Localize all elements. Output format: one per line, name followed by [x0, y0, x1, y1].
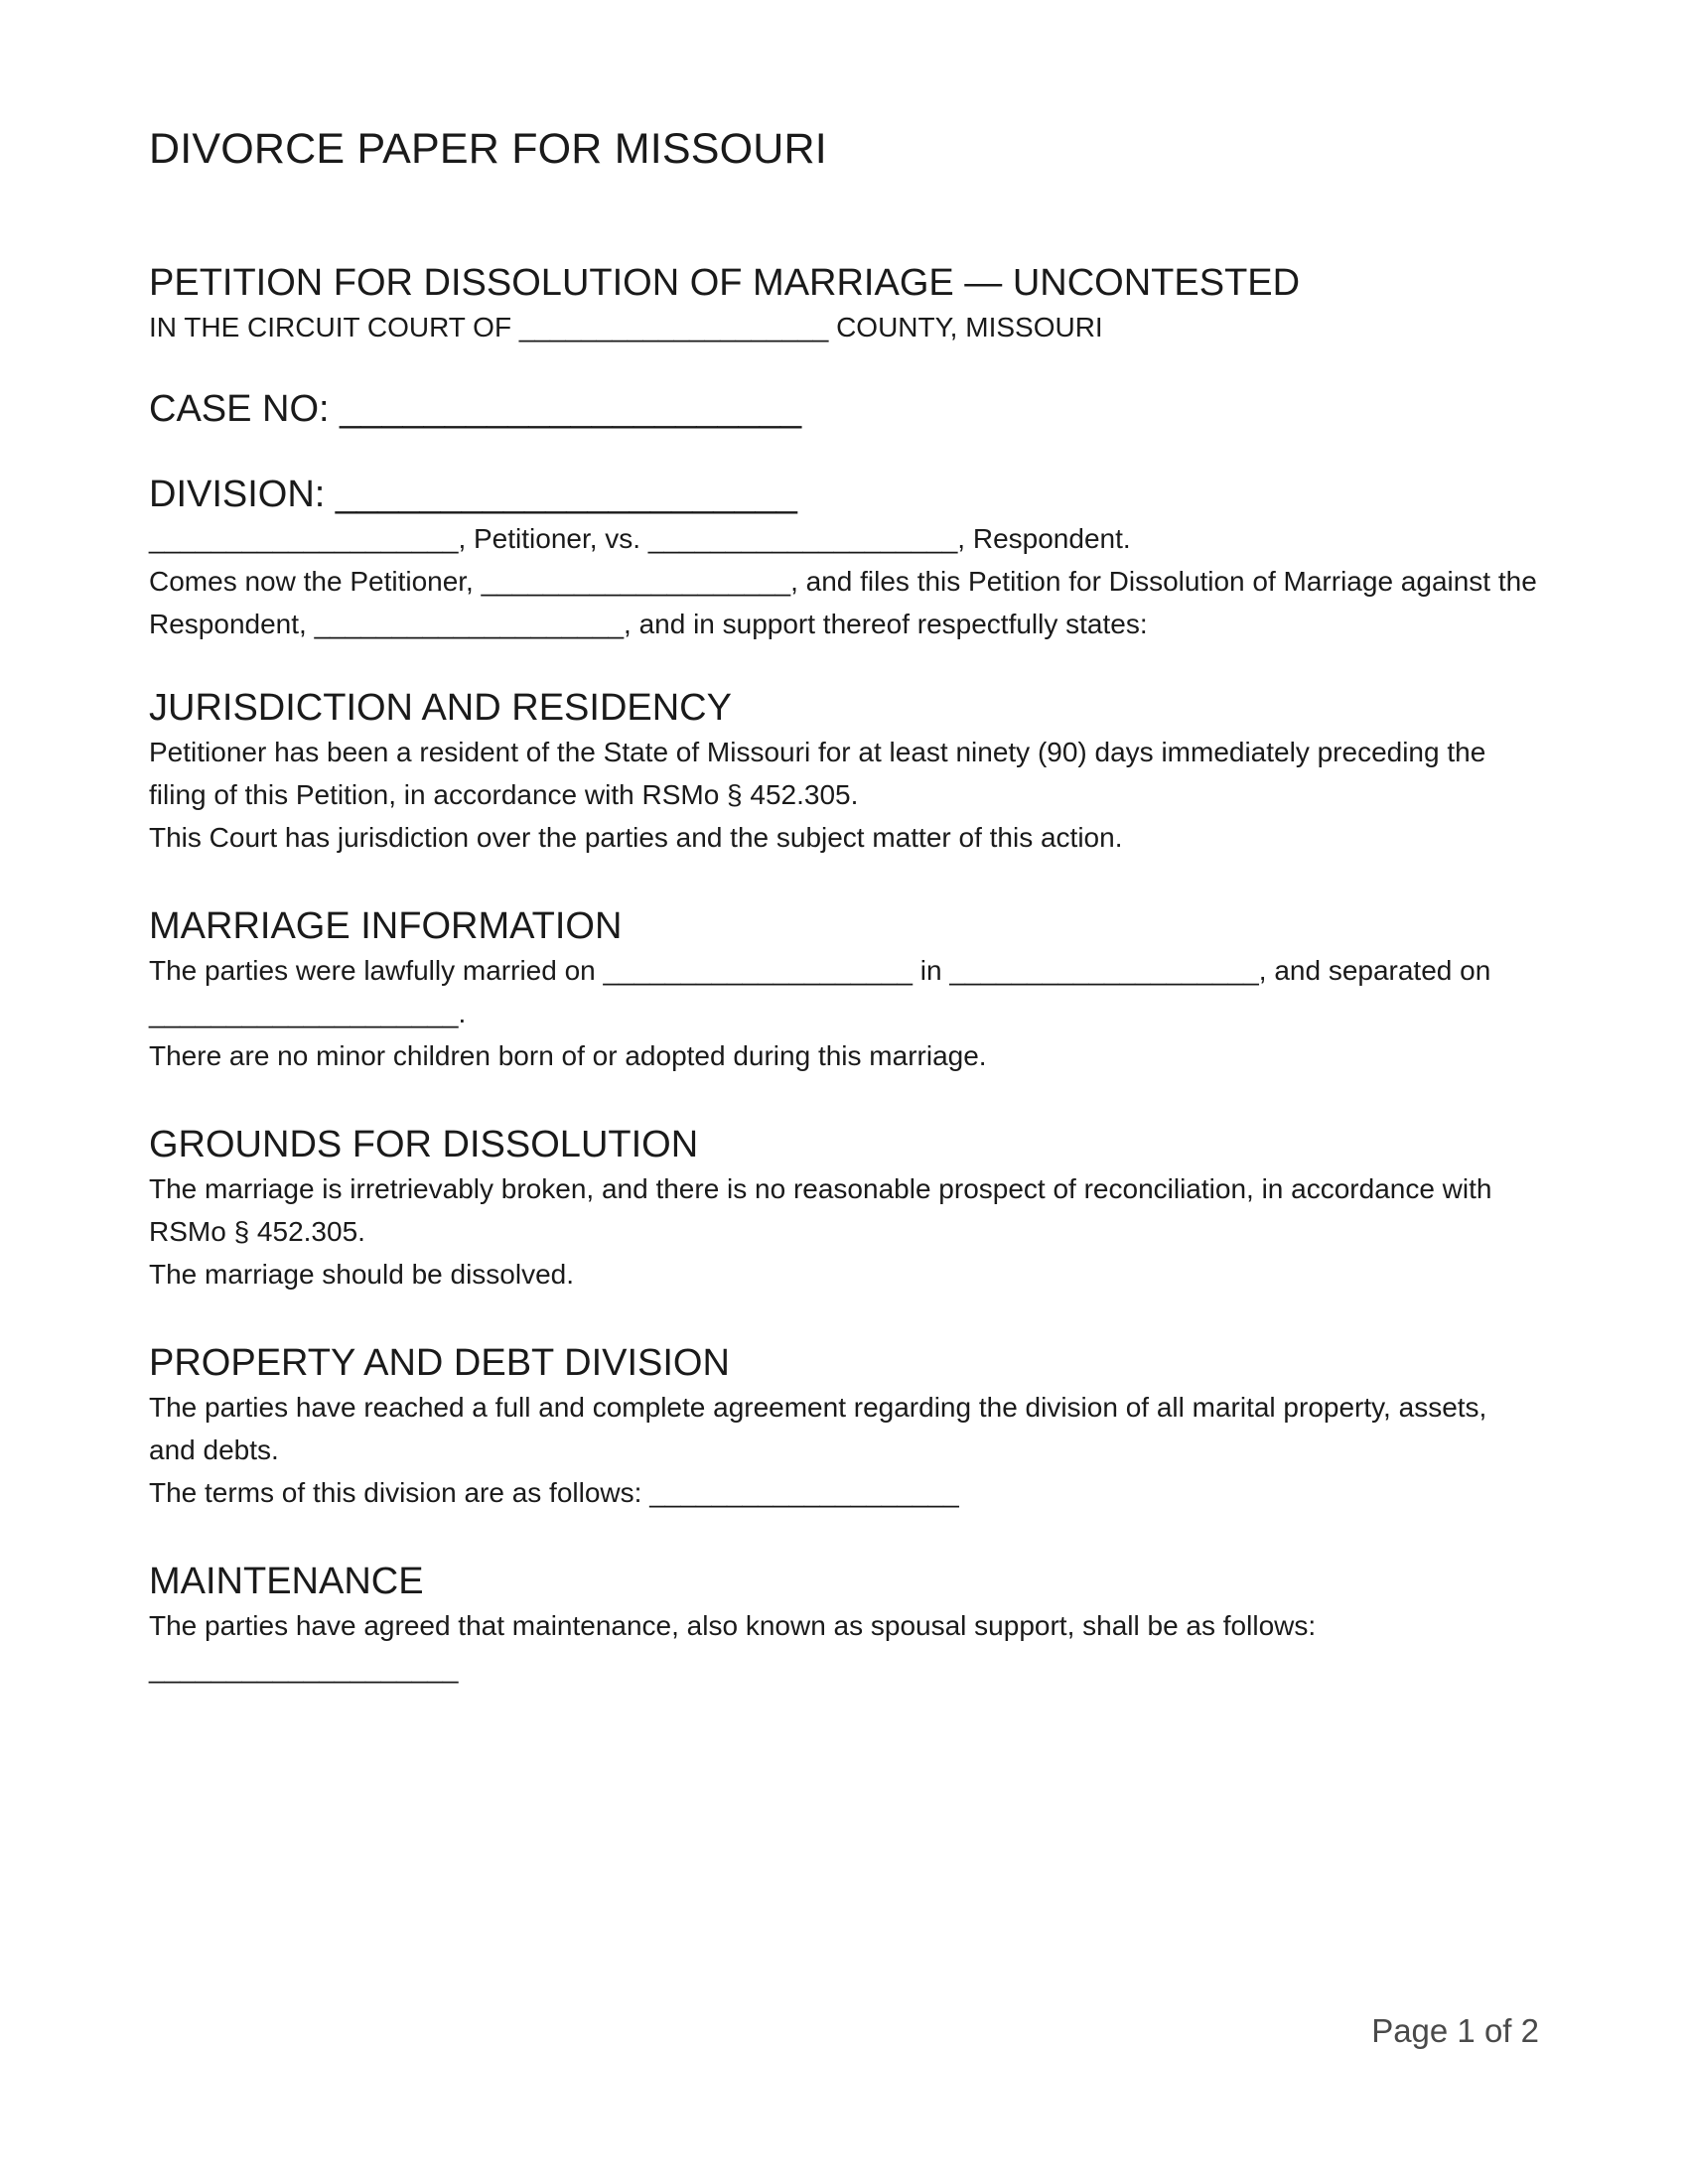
- grounds-paragraph-2: The marriage should be dissolved.: [149, 1259, 575, 1290]
- jurisdiction-paragraph-2: This Court has jurisdiction over the parties and the subject matter of this action.: [149, 822, 1123, 853]
- property-paragraph-1: The parties have reached a full and complete agreement regarding the division of all marital property, assets, and debts.: [149, 1392, 1487, 1465]
- document-body: [149, 260, 1539, 1690]
- section-heading-grounds: GROUNDS FOR DISSOLUTION: [149, 1124, 699, 1165]
- court-line: IN THE CIRCUIT COURT OF ____________________ COUNTY, MISSOURI: [149, 312, 1103, 342]
- document-page: [149, 0, 1539, 2184]
- maintenance-paragraph-1: The parties have agreed that maintenance, also known as spousal support, shall be as follows: ____________________: [149, 1610, 1317, 1684]
- document-title: DIVORCE PAPER FOR MISSOURI: [149, 125, 827, 173]
- section-heading-maintenance: MAINTENANCE: [149, 1561, 424, 1602]
- parties-line: ____________________, Petitioner, vs. ____________________, Respondent.: [149, 523, 1131, 554]
- division-field: DIVISION: ______________________: [149, 474, 797, 515]
- section-heading-property: PROPERTY AND DEBT DIVISION: [149, 1342, 730, 1384]
- property-paragraph-2: The terms of this division are as follows: ____________________: [149, 1477, 959, 1508]
- introductory-paragraph: Comes now the Petitioner, ____________________, and files this Petition for Dissolution of Marriage against the Respondent, ____________________, and in support thereof respectfully states:: [149, 566, 1537, 639]
- jurisdiction-paragraph-1: Petitioner has been a resident of the State of Missouri for at least ninety (90) days immediately preceding the filing of this Petition, in accordance with RSMo § 452.305.: [149, 737, 1486, 810]
- marriage-paragraph-1: The parties were lawfully married on ____________________ in ____________________, and separated on ____________________.: [149, 955, 1491, 1028]
- grounds-paragraph-1: The marriage is irretrievably broken, and there is no reasonable prospect of reconciliation, in accordance with RSMo § 452.305.: [149, 1173, 1492, 1247]
- petition-heading: PETITION FOR DISSOLUTION OF MARRIAGE — UNCONTESTED: [149, 262, 1301, 304]
- section-heading-jurisdiction: JURISDICTION AND RESIDENCY: [149, 687, 732, 729]
- page-number: Page 1 of 2: [1371, 2012, 1539, 2049]
- section-heading-marriage: MARRIAGE INFORMATION: [149, 905, 623, 947]
- case-number-field: CASE NO: ______________________: [149, 388, 802, 430]
- marriage-paragraph-2: There are no minor children born of or adopted during this marriage.: [149, 1040, 987, 1071]
